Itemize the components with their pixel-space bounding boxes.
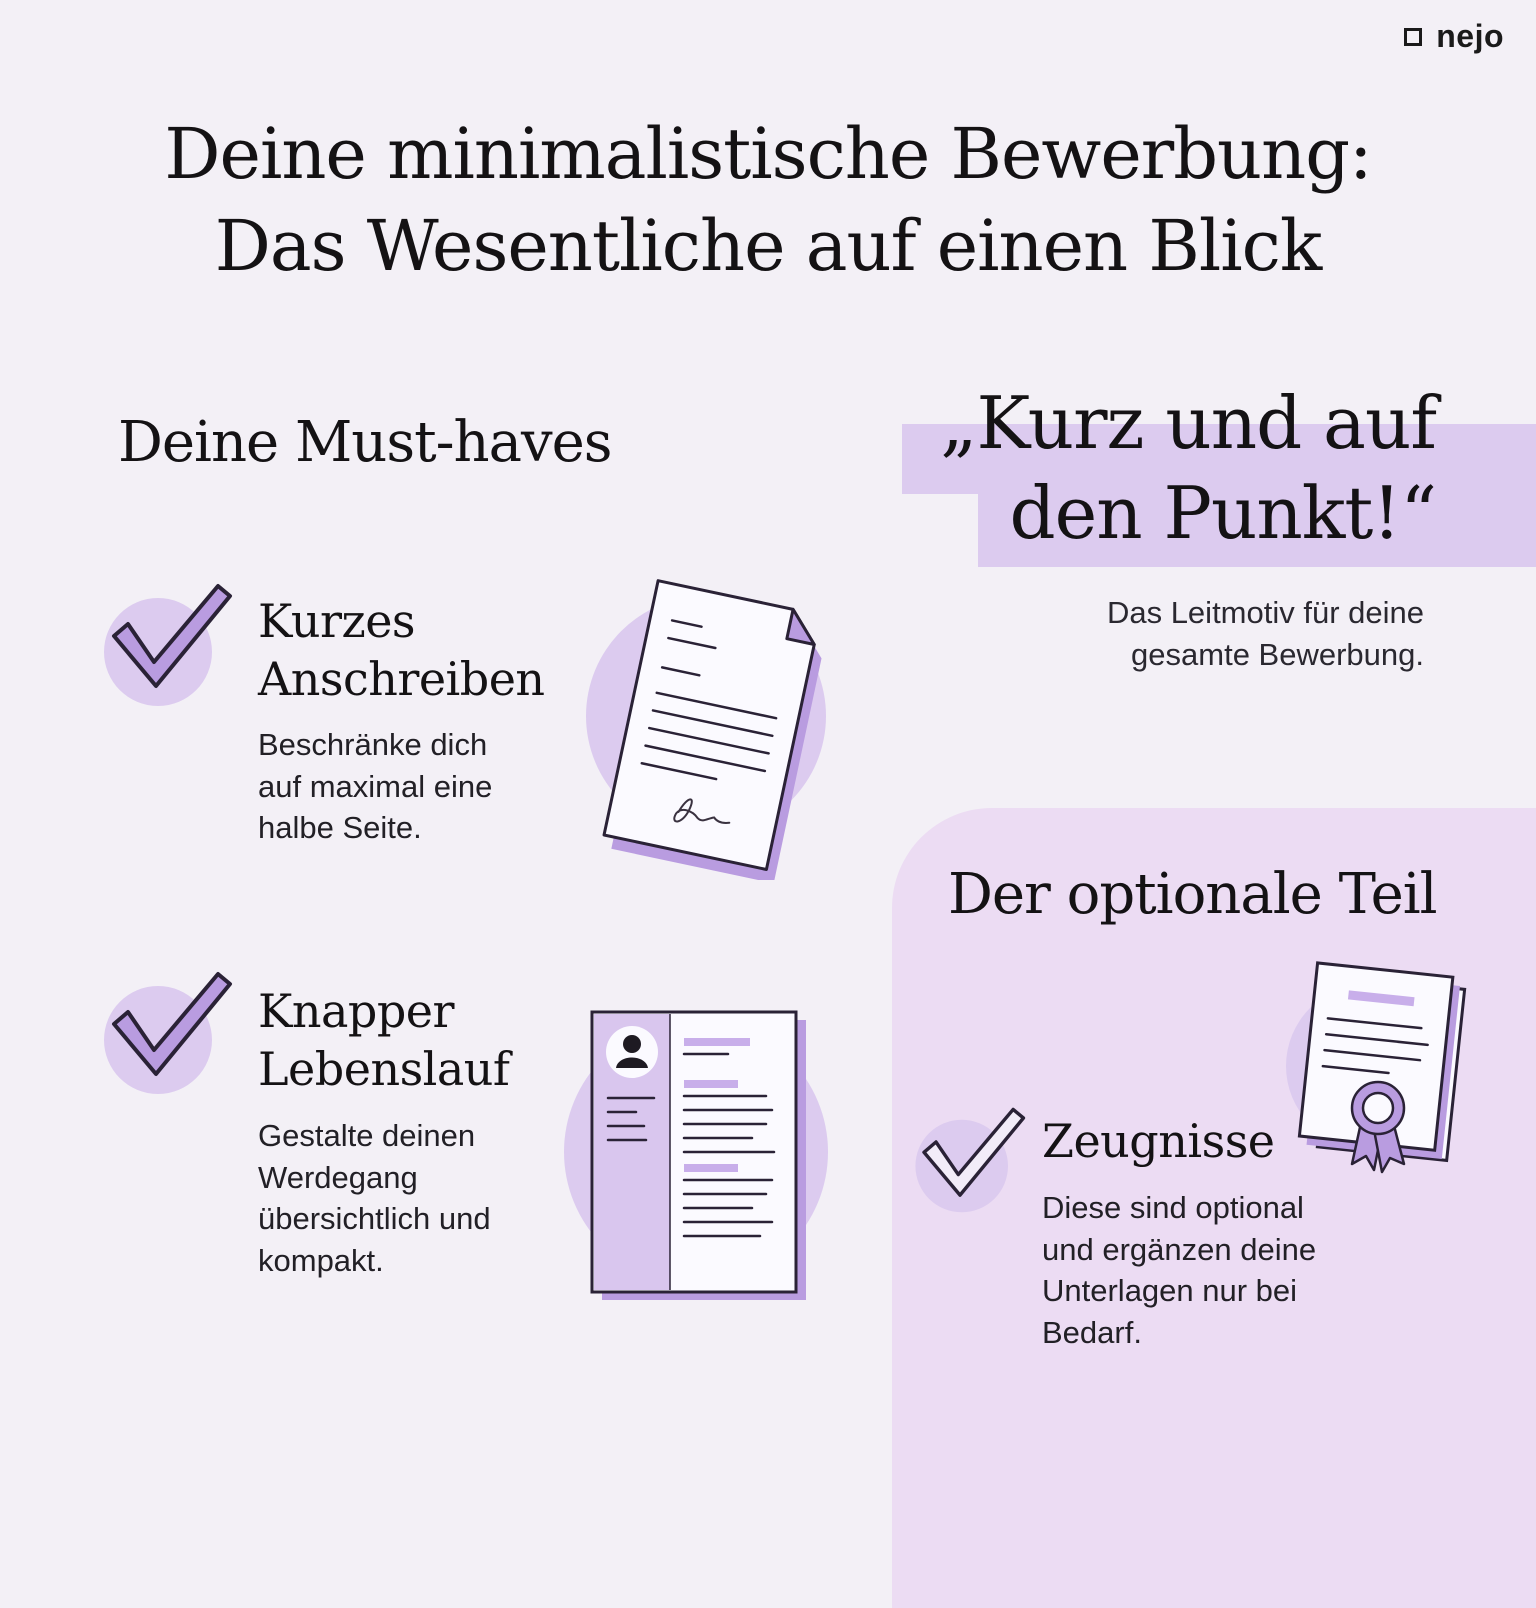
- page-title-line2: Das Wesentliche auf einen Blick: [214, 205, 1322, 287]
- item-desc-anschreiben: Beschränke dich auf maximal eine halbe Seite.: [258, 727, 493, 845]
- square-outline-icon: [1404, 28, 1422, 46]
- certificate-icon: [1280, 958, 1480, 1188]
- item-title-anschreiben: Kurzes Anschreiben: [258, 594, 545, 706]
- page-title-line1: Deine minimalistische Bewerbung:: [164, 113, 1372, 195]
- item-title-zeugnisse: Zeugnisse: [1042, 1114, 1275, 1168]
- brand-name: nejo: [1436, 18, 1504, 54]
- optional-heading: Der optionale Teil: [948, 862, 1437, 927]
- brand-logo: [1404, 18, 1504, 55]
- resume-document-icon: [556, 1000, 836, 1310]
- checkmark-icon: [100, 580, 240, 710]
- checkmark-icon: [912, 1104, 1032, 1216]
- must-haves-heading: Deine Must-haves: [118, 410, 612, 475]
- quote-line2: den Punkt!“: [1009, 471, 1436, 555]
- checkmark-icon: [100, 968, 240, 1098]
- quote-line1: „Kurz und auf: [940, 381, 1436, 465]
- item-desc-lebenslauf: Gestalte deinen Werdegang übersichtlich und kompakt.: [258, 1118, 491, 1278]
- quote-text: [940, 378, 1436, 558]
- item-title-lebenslauf: Knapper Lebenslauf: [258, 984, 510, 1096]
- signed-letter-icon: [578, 570, 838, 880]
- item-desc-zeugnisse: Diese sind optional und ergänzen deine Unterlagen nur bei Bedarf.: [1042, 1190, 1317, 1350]
- page-title: [0, 108, 1536, 292]
- quote-subtext: Das Leitmotiv für deine gesamte Bewerbung.: [1106, 595, 1424, 672]
